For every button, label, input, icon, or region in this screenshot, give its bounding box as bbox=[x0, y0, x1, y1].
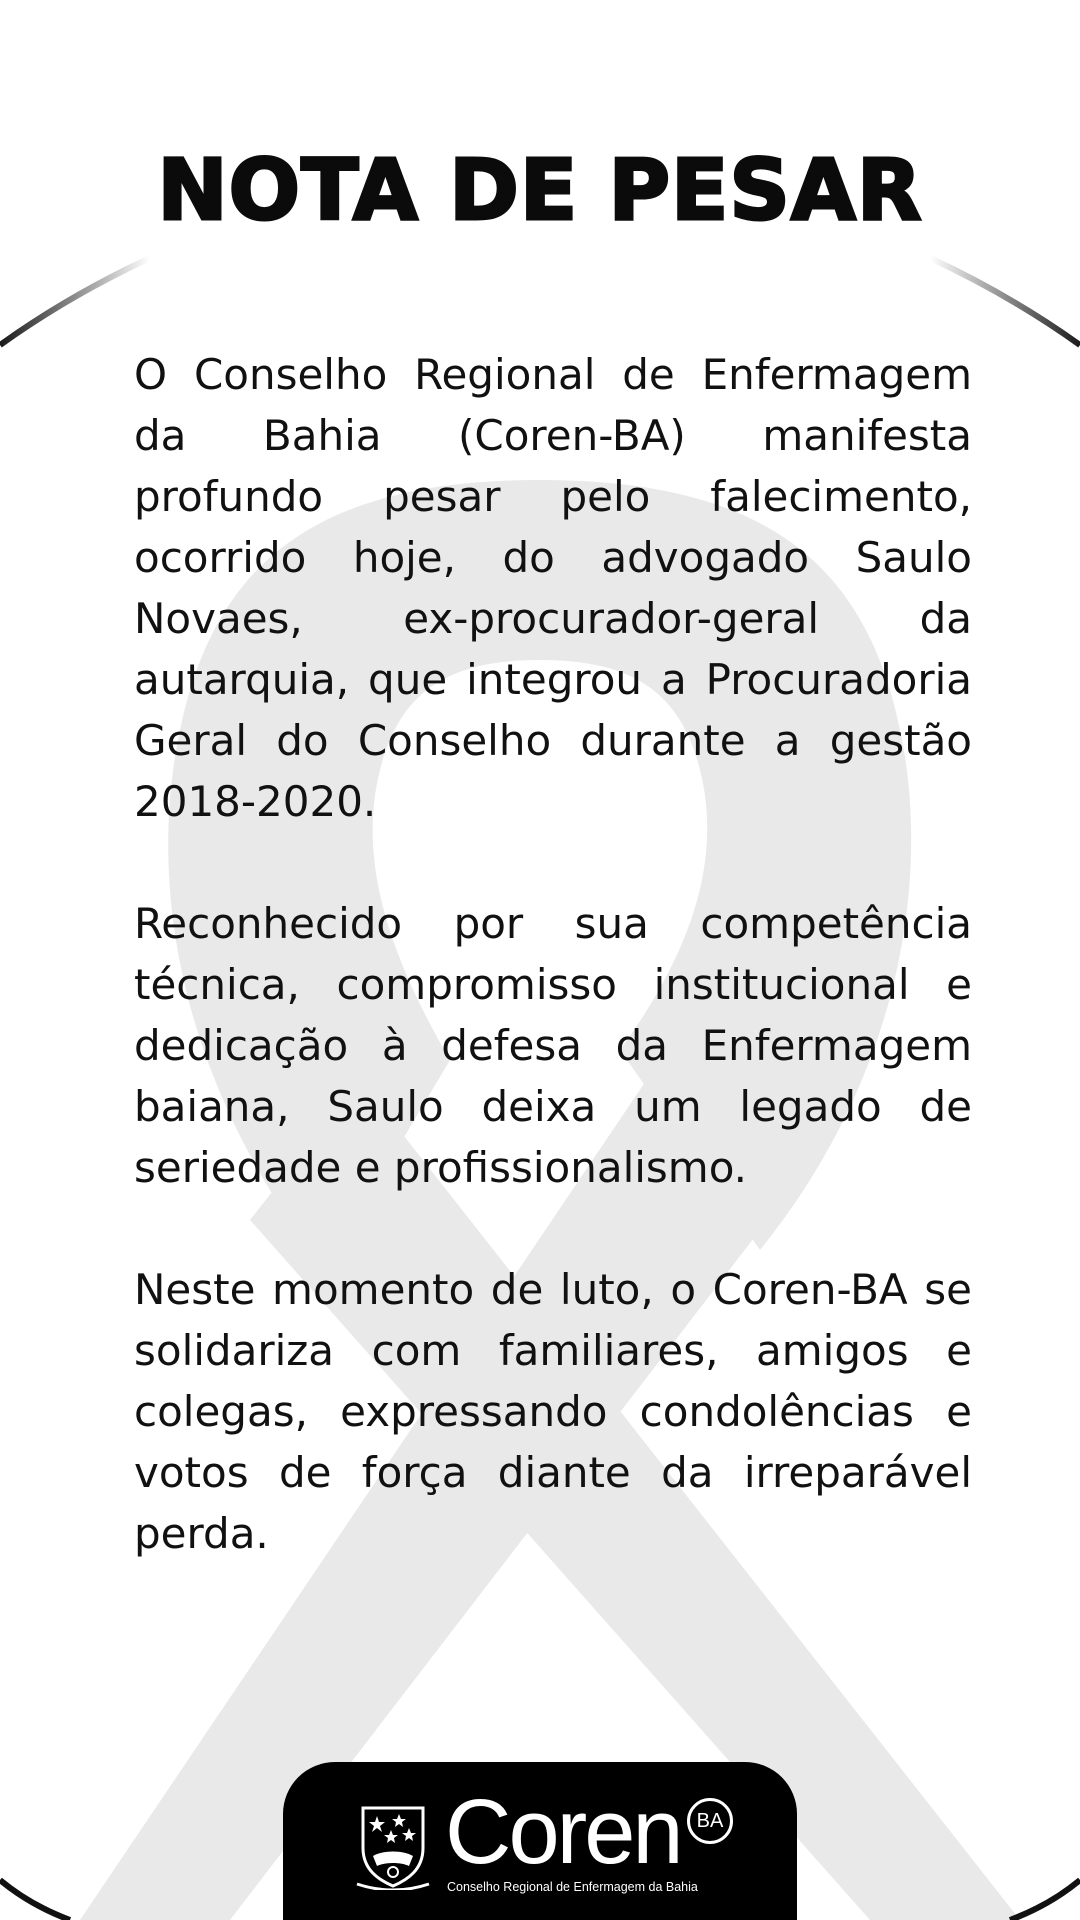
coren-crest-icon bbox=[355, 1800, 431, 1890]
page-title: NOTA DE PESAR bbox=[157, 141, 923, 239]
paragraph: Neste momento de luto, o Coren-BA se solidariza com familiares, amigos e colegas, expressando condolências e votos de força diante da irreparável perda. bbox=[134, 1265, 972, 1558]
note-body bbox=[134, 344, 972, 1625]
logo-subtitle: Conselho Regional de Enfermagem da Bahia bbox=[447, 1880, 698, 1894]
paragraph: Reconhecido por sua competência técnica, compromisso institucional e dedicação à defesa da Enfermagem baiana, Saulo deixa um legado de seriedade e profissionalismo. bbox=[134, 899, 972, 1192]
logo-wordmark: Coren bbox=[445, 1781, 681, 1883]
coren-logo-panel bbox=[283, 1762, 797, 1920]
logo-state-badge: BA bbox=[687, 1798, 733, 1844]
paragraph: O Conselho Regional de Enfermagem da Bahia (Coren-BA) manifesta profundo pesar pelo falecimento, ocorrido hoje, do advogado Saulo Novaes, ex-procurador-geral da autarquia, que integrou a Procuradoria Geral do Conselho durante a gestão 2018-2020. bbox=[134, 350, 972, 826]
